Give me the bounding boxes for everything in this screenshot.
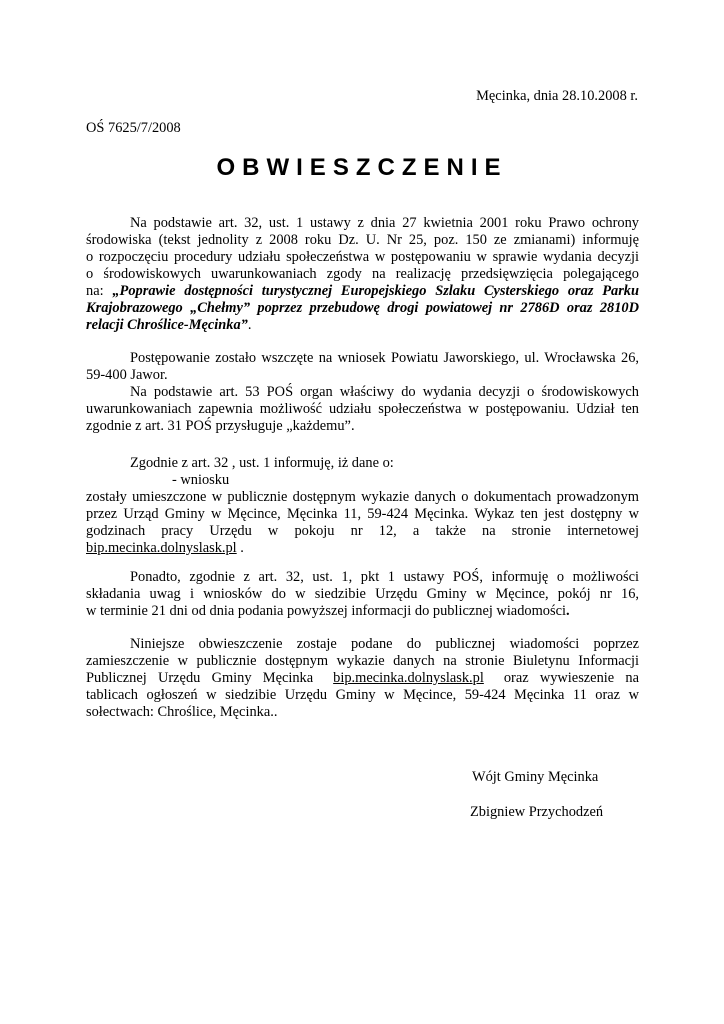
project-name-part: relacji Chroślice-Męcinka”	[86, 317, 248, 333]
text-line	[86, 603, 639, 620]
bip-link[interactable]: bip.mecinka.dolnyslask.pl	[86, 540, 237, 556]
text-line: zostały umieszczone w publicznie dostępnym wykazie danych o dokumentach prowadzonym	[86, 489, 639, 505]
text-line: godzinach pracy Urzędu w pokoju nr 12, a także na stronie internetowej	[86, 523, 639, 539]
project-name-part: Krajobrazowego „Chełmy” poprzez przebudowę drogi powiatowej nr 2786D oraz 2810D	[86, 300, 639, 316]
list-item: - wniosku	[172, 472, 230, 488]
paragraph-comments	[86, 569, 639, 620]
text-line: zgodnie z art. 31 POŚ przysługuje „każdemu”.	[86, 418, 355, 434]
text-line: zamieszczenie w publicznie dostępnym wykazie danych na stronie Biuletynu Informacji	[86, 653, 639, 669]
signatory-name: Zbigniew Przychodzeń	[470, 804, 604, 820]
text-fragment: .	[247, 317, 252, 333]
place-and-date: Męcinka, dnia 28.10.2008 r.	[476, 88, 638, 104]
document-title: OBWIESZCZENIE	[216, 154, 508, 181]
text-line	[86, 670, 639, 687]
text-line: o rozpoczęciu procedury udziału społeczeństwa w postępowaniu w sprawie wydania decyzji	[86, 249, 639, 265]
paragraph-legal-basis	[86, 215, 639, 334]
text-line: Postępowanie zostało wszczęte na wniosek Powiatu Jaworskiego, ul. Wrocławska 26,	[130, 350, 639, 366]
text-fragment: .	[236, 540, 244, 556]
text-fragment: w terminie 21 dni od dnia podania powyższej informacji do publicznej wiadomości	[86, 603, 566, 619]
bip-link[interactable]: bip.mecinka.dolnyslask.pl	[333, 670, 484, 686]
text-line: przez Urząd Gminy w Męcince, Męcinka 11, 59-424 Męcinka. Wykaz ten jest dostępny w	[86, 506, 639, 522]
paragraph-initiation	[86, 350, 639, 435]
paragraph-data-availability	[86, 455, 639, 557]
text-line: środowiska (tekst jednolity z 2008 roku Dz. U. Nr 25, poz. 150 ze zmianami) informuję	[86, 232, 639, 248]
text-line: Na podstawie art. 32, ust. 1 ustawy z dnia 27 kwietnia 2001 roku Prawo ochrony	[130, 215, 639, 231]
text-fragment: .	[565, 603, 570, 619]
text-fragment: Publicznej Urzędu Gminy Męcinka	[86, 670, 314, 686]
text-line: uwarunkowaniach zapewnia możliwość udziału społeczeństwa w postępowaniu. Udział ten	[86, 401, 639, 417]
reference-number: OŚ 7625/7/2008	[86, 120, 181, 136]
text-fragment: oraz wywieszenie na	[503, 670, 639, 686]
text-line: składania uwag i wniosków do w siedzibie Urzędu Gminy w Męcince, pokój nr 16,	[86, 586, 639, 602]
text-line: o środowiskowych uwarunkowaniach zgody na realizację przedsięwzięcia polegającego	[86, 266, 639, 282]
signatory-position: Wójt Gminy Męcinka	[472, 769, 599, 785]
text-line	[86, 540, 639, 557]
paragraph-publication	[86, 636, 639, 721]
text-line: sołectwach: Chroślice, Męcinka..	[86, 704, 278, 720]
text-line: tablicach ogłoszeń w siedzibie Urzędu Gminy w Męcince, 59-424 Męcinka 11 oraz w	[86, 687, 639, 703]
project-name-part: „Poprawie dostępności turystycznej Europejskiego Szlaku Cysterskiego oraz Parku	[112, 283, 639, 299]
text-fragment: na:	[86, 283, 113, 299]
text-line	[86, 283, 639, 300]
text-line: Na podstawie art. 53 POŚ organ właściwy do wydania decyzji o środowiskowych	[130, 384, 639, 400]
text-line: Zgodnie z art. 32 , ust. 1 informuję, iż dane o:	[130, 455, 394, 471]
text-line: Niniejsze obwieszczenie zostaje podane do publicznej wiadomości poprzez	[130, 636, 639, 652]
text-line: Ponadto, zgodnie z art. 32, ust. 1, pkt 1 ustawy POŚ, informuję o możliwości	[130, 569, 639, 585]
text-line: 59-400 Jawor.	[86, 367, 168, 383]
text-line	[86, 317, 639, 334]
